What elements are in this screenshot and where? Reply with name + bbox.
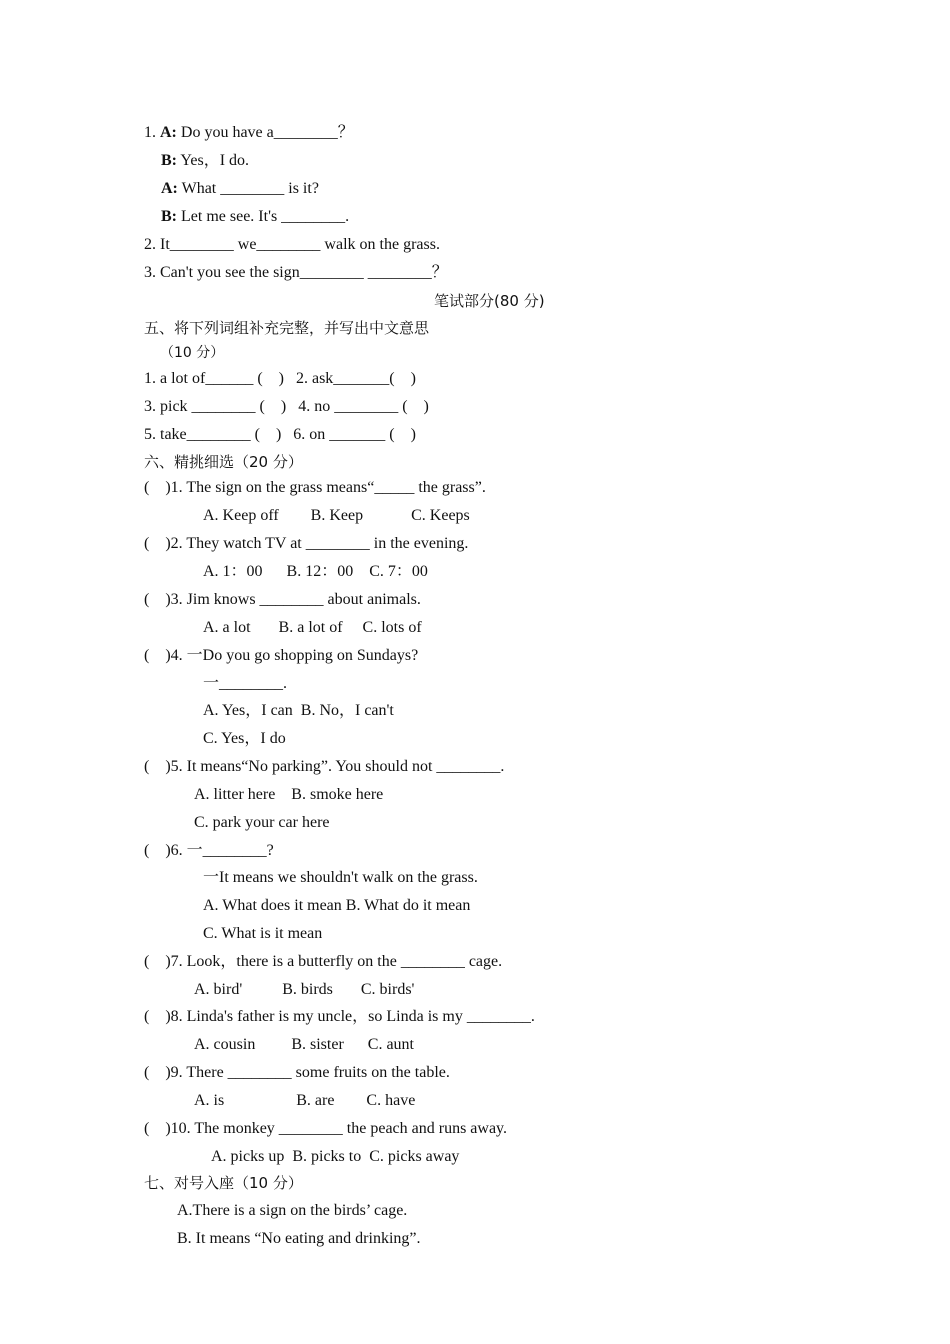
section-6-title: 六、精挑细选（20 分） [144, 453, 303, 471]
section-5-title: 五、将下列词组补充完整，并写出中文意思 [144, 319, 430, 337]
mc-question-4: ( )4. 一Do you go shopping on Sundays? [144, 647, 419, 664]
mc-options-5b: C. park your car here [194, 814, 330, 831]
mc-options-4b: C. Yes，I do [203, 730, 286, 747]
mc-options-9: A. is B. are C. have [194, 1092, 416, 1109]
question-number: 1. [144, 124, 160, 141]
dialog-text: Yes，I do. [177, 152, 250, 169]
speaker-label: B: [161, 152, 177, 169]
mc-question-1: ( )1. The sign on the grass means“_____ the grass”. [144, 479, 486, 496]
section-5-score: （10 分） [160, 345, 225, 361]
mc-options-6b: C. What is it mean [203, 925, 323, 942]
dialog-text: Let me see. It's ________. [177, 208, 350, 225]
mc-options-1: A. Keep off B. Keep C. Keeps [203, 507, 470, 524]
mc-question-7: ( )7. Look，there is a butterfly on the ________ cage. [144, 953, 503, 970]
phrase-row-1: 1. a lot of______ ( ) 2. ask_______( ) [144, 370, 416, 387]
speaker-label: B: [161, 208, 177, 225]
matching-item-b: B. It means “No eating and drinking”. [177, 1230, 421, 1247]
mc-question-9: ( )9. There ________ some fruits on the table. [144, 1064, 450, 1081]
mc-question-5: ( )5. It means“No parking”. You should not ________. [144, 758, 505, 775]
phrase-row-3: 5. take________ ( ) 6. on _______ ( ) [144, 426, 416, 443]
mc-question-6: ( )6. 一________? [144, 842, 274, 859]
phrase-row-2: 3. pick ________ ( ) 4. no ________ ( ) [144, 398, 429, 415]
mc-options-4a: A. Yes，I can B. No，I can't [203, 702, 394, 719]
mc-options-3: A. a lot B. a lot of C. lots of [203, 619, 422, 636]
written-part-title: 笔试部分(80 分) [434, 292, 545, 310]
mc-answer-6: 一It means we shouldn't walk on the grass. [203, 869, 478, 886]
mc-options-10: A. picks up B. picks to C. picks away [211, 1148, 460, 1165]
dialog-line-4 [161, 207, 349, 227]
mc-options-7: A. bird' B. birds C. birds' [194, 981, 415, 998]
mc-question-3: ( )3. Jim knows ________ about animals. [144, 591, 421, 608]
mc-options-5a: A. litter here B. smoke here [194, 786, 384, 803]
fill-question-3: 3. Can't you see the sign________ ________？ [144, 264, 448, 281]
mc-options-6a: A. What does it mean B. What do it mean [203, 897, 471, 914]
dialog-line-3 [161, 179, 319, 199]
mc-question-8: ( )8. Linda's father is my uncle，so Linda is my ________. [144, 1008, 535, 1025]
speaker-label: A: [161, 180, 178, 197]
dialog-line-2 [161, 151, 249, 171]
fill-question-2: 2. It________ we________ walk on the grass. [144, 236, 440, 253]
mc-options-2: A. 1：00 B. 12：00 C. 7：00 [203, 563, 428, 580]
dialog-line-1 [144, 123, 354, 143]
dialog-text: What ________ is it? [177, 180, 319, 197]
mc-answer-blank-4: 一________. [203, 675, 288, 692]
mc-options-8: A. cousin B. sister C. aunt [194, 1036, 414, 1053]
speaker-label: A: [160, 124, 177, 141]
section-7-title: 七、对号入座（10 分） [144, 1174, 303, 1192]
mc-question-10: ( )10. The monkey ________ the peach and runs away. [144, 1120, 508, 1137]
matching-item-a: A.There is a sign on the birds’ cage. [177, 1202, 408, 1219]
dialog-text: Do you have a________？ [176, 124, 354, 141]
mc-question-2: ( )2. They watch TV at ________ in the evening. [144, 535, 469, 552]
